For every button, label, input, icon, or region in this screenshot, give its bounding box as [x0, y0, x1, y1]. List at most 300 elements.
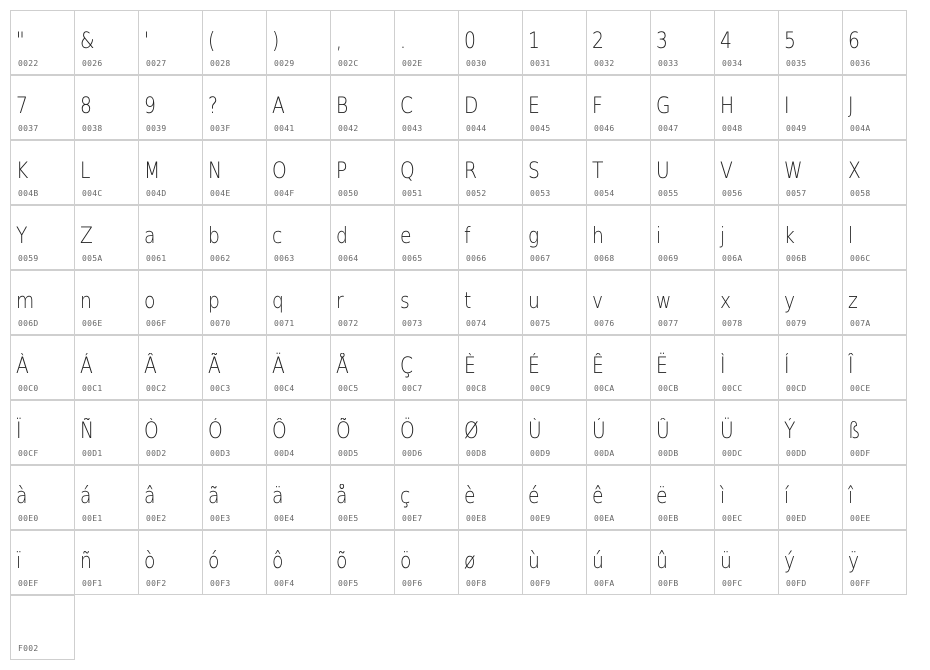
glyph-codepoint: 0052 [466, 189, 487, 198]
glyph-codepoint: 0044 [466, 124, 487, 133]
glyph-cell[interactable] [714, 465, 779, 530]
glyph-cell[interactable] [202, 530, 267, 595]
glyph-preview: 8 [80, 94, 92, 119]
glyph-cell[interactable] [330, 335, 395, 400]
glyph-cell[interactable] [266, 140, 331, 205]
glyph-codepoint: 00F4 [274, 579, 295, 588]
glyph-codepoint: 0074 [466, 319, 487, 328]
glyph-preview: ) [272, 29, 280, 54]
glyph-preview: N [208, 159, 222, 184]
glyph-codepoint: 00D8 [466, 449, 487, 458]
glyph-preview: ? [208, 94, 218, 119]
glyph-preview: Û [656, 419, 670, 444]
glyph-preview: s [400, 289, 410, 314]
glyph-cell[interactable] [842, 465, 907, 530]
glyph-cell[interactable] [714, 205, 779, 270]
glyph-preview: Ó [208, 419, 223, 444]
glyph-cell[interactable] [522, 205, 587, 270]
glyph-preview: S [528, 159, 540, 184]
glyph-cell[interactable] [458, 465, 523, 530]
glyph-cell[interactable] [74, 335, 139, 400]
glyph-cell[interactable] [394, 465, 459, 530]
glyph-codepoint: 00E7 [402, 514, 423, 523]
glyph-preview: â [144, 484, 156, 509]
glyph-cell[interactable] [842, 400, 907, 465]
glyph-codepoint: 00DF [850, 449, 871, 458]
glyph-codepoint: 0056 [722, 189, 743, 198]
glyph-cell[interactable] [522, 270, 587, 335]
glyph-cell[interactable] [458, 270, 523, 335]
glyph-cell[interactable] [714, 140, 779, 205]
glyph-cell[interactable] [650, 400, 715, 465]
glyph-cell[interactable] [202, 140, 267, 205]
glyph-cell[interactable] [714, 75, 779, 140]
glyph-cell[interactable] [394, 400, 459, 465]
glyph-cell[interactable] [842, 270, 907, 335]
glyph-cell[interactable] [458, 400, 523, 465]
glyph-codepoint: 00D2 [146, 449, 167, 458]
glyph-codepoint: 0032 [594, 59, 615, 68]
glyph-cell[interactable] [714, 530, 779, 595]
glyph-cell[interactable] [138, 335, 203, 400]
glyph-preview: î [848, 484, 854, 509]
glyph-cell[interactable] [586, 140, 651, 205]
glyph-cell[interactable] [522, 530, 587, 595]
glyph-codepoint: 0029 [274, 59, 295, 68]
glyph-preview: G [656, 94, 671, 119]
glyph-preview: O [272, 159, 287, 184]
glyph-preview: , [336, 29, 342, 54]
glyph-row [10, 205, 920, 270]
glyph-preview: ê [592, 484, 604, 509]
glyph-cell[interactable] [202, 465, 267, 530]
glyph-codepoint: 00EC [722, 514, 743, 523]
glyph-cell[interactable] [778, 530, 843, 595]
glyph-cell[interactable] [650, 140, 715, 205]
glyph-cell[interactable] [778, 75, 843, 140]
glyph-codepoint: 0069 [658, 254, 679, 263]
glyph-preview: h [592, 224, 604, 249]
glyph-preview: V [720, 159, 733, 184]
glyph-preview: Á [80, 354, 93, 379]
glyph-cell[interactable] [10, 75, 75, 140]
glyph-cell[interactable] [394, 530, 459, 595]
glyph-row [10, 75, 920, 140]
glyph-codepoint: 002E [402, 59, 423, 68]
glyph-codepoint: 0075 [530, 319, 551, 328]
glyph-codepoint: 0030 [466, 59, 487, 68]
glyph-preview: c [272, 224, 283, 249]
glyph-preview: n [80, 289, 92, 314]
glyph-cell[interactable] [650, 465, 715, 530]
glyph-cell[interactable] [650, 270, 715, 335]
glyph-row [10, 465, 920, 530]
glyph-cell[interactable] [650, 335, 715, 400]
glyph-codepoint: 00DC [722, 449, 743, 458]
glyph-cell[interactable] [74, 205, 139, 270]
glyph-codepoint: 0046 [594, 124, 615, 133]
glyph-preview: Î [848, 354, 854, 379]
glyph-codepoint: 00D3 [210, 449, 231, 458]
glyph-cell[interactable] [586, 10, 651, 75]
glyph-cell[interactable] [202, 400, 267, 465]
glyph-cell[interactable] [74, 10, 139, 75]
glyph-cell[interactable] [74, 530, 139, 595]
glyph-codepoint: 0077 [658, 319, 679, 328]
glyph-preview: Ò [144, 419, 159, 444]
glyph-preview: ò [144, 549, 156, 574]
glyph-preview: ß [848, 419, 861, 444]
glyph-codepoint: 0031 [530, 59, 551, 68]
glyph-codepoint: 00F6 [402, 579, 423, 588]
glyph-preview: 4 [720, 29, 732, 54]
glyph-preview: Y [16, 224, 28, 249]
glyph-cell[interactable] [586, 465, 651, 530]
glyph-preview: 5 [784, 29, 796, 54]
glyph-preview: å [336, 484, 348, 509]
glyph-cell[interactable] [10, 465, 75, 530]
glyph-codepoint: 0059 [18, 254, 39, 263]
glyph-cell[interactable] [586, 530, 651, 595]
glyph-codepoint: 0058 [850, 189, 871, 198]
glyph-cell[interactable] [522, 140, 587, 205]
glyph-preview: Õ [336, 419, 351, 444]
glyph-cell[interactable] [138, 530, 203, 595]
glyph-codepoint: 004B [18, 189, 39, 198]
glyph-cell[interactable] [266, 205, 331, 270]
glyph-cell[interactable] [394, 75, 459, 140]
glyph-preview: í [784, 484, 790, 509]
glyph-preview: Ý [784, 419, 796, 444]
glyph-grid [10, 10, 920, 660]
glyph-row [10, 400, 920, 465]
glyph-preview: z [848, 289, 858, 314]
glyph-cell[interactable] [650, 205, 715, 270]
glyph-codepoint: 00C5 [338, 384, 359, 393]
glyph-codepoint: 00E0 [18, 514, 39, 523]
glyph-cell[interactable] [74, 400, 139, 465]
glyph-codepoint: 00F9 [530, 579, 551, 588]
glyph-cell[interactable] [650, 530, 715, 595]
glyph-preview: W [784, 159, 803, 184]
glyph-cell[interactable] [842, 10, 907, 75]
glyph-cell[interactable] [842, 335, 907, 400]
glyph-cell[interactable] [586, 270, 651, 335]
glyph-codepoint: 00CE [850, 384, 871, 393]
glyph-codepoint: 0064 [338, 254, 359, 263]
glyph-codepoint: 0036 [850, 59, 871, 68]
glyph-cell[interactable] [266, 10, 331, 75]
glyph-preview: Ù [528, 419, 542, 444]
glyph-codepoint: 0039 [146, 124, 167, 133]
glyph-cell[interactable] [266, 335, 331, 400]
glyph-codepoint: 00C8 [466, 384, 487, 393]
glyph-codepoint: 00E5 [338, 514, 359, 523]
glyph-codepoint: 0037 [18, 124, 39, 133]
glyph-codepoint: 0035 [786, 59, 807, 68]
glyph-codepoint: 00CD [786, 384, 807, 393]
glyph-cell[interactable] [330, 10, 395, 75]
glyph-cell[interactable] [778, 10, 843, 75]
glyph-preview: K [16, 159, 29, 184]
glyph-codepoint: 0041 [274, 124, 295, 133]
glyph-cell[interactable] [394, 205, 459, 270]
glyph-codepoint: 00FA [594, 579, 615, 588]
glyph-cell[interactable] [586, 400, 651, 465]
glyph-cell[interactable] [330, 75, 395, 140]
glyph-preview: e [400, 224, 412, 249]
glyph-codepoint: 006D [18, 319, 39, 328]
glyph-preview: t [464, 289, 472, 314]
glyph-cell[interactable] [10, 530, 75, 595]
glyph-codepoint: 00C4 [274, 384, 295, 393]
glyph-cell[interactable] [522, 75, 587, 140]
glyph-codepoint: 00CF [18, 449, 39, 458]
glyph-codepoint: 0063 [274, 254, 295, 263]
glyph-cell[interactable] [10, 400, 75, 465]
glyph-cell[interactable] [714, 400, 779, 465]
glyph-cell[interactable] [330, 270, 395, 335]
glyph-preview: Ø [464, 419, 479, 444]
glyph-cell[interactable] [266, 465, 331, 530]
glyph-cell[interactable] [10, 595, 75, 660]
glyph-cell[interactable] [202, 205, 267, 270]
glyph-cell[interactable] [778, 335, 843, 400]
glyph-preview: ü [720, 549, 732, 574]
glyph-preview: ý [784, 549, 796, 574]
glyph-preview: X [848, 159, 861, 184]
glyph-cell[interactable] [458, 75, 523, 140]
glyph-preview: v [592, 289, 604, 314]
glyph-preview: l [848, 224, 854, 249]
glyph-preview: x [720, 289, 732, 314]
glyph-codepoint: F002 [18, 644, 39, 653]
glyph-cell[interactable] [10, 270, 75, 335]
glyph-codepoint: 0054 [594, 189, 615, 198]
glyph-codepoint: 0051 [402, 189, 423, 198]
glyph-preview: 1 [528, 29, 540, 54]
glyph-cell[interactable] [842, 75, 907, 140]
glyph-codepoint: 00FD [786, 579, 807, 588]
glyph-cell[interactable] [522, 10, 587, 75]
glyph-codepoint: 0022 [18, 59, 39, 68]
glyph-cell[interactable] [74, 75, 139, 140]
glyph-cell[interactable] [458, 335, 523, 400]
glyph-cell[interactable] [138, 400, 203, 465]
glyph-codepoint: 0068 [594, 254, 615, 263]
glyph-preview: r [336, 289, 344, 314]
glyph-cell[interactable] [778, 270, 843, 335]
glyph-cell[interactable] [330, 530, 395, 595]
glyph-preview: E [528, 94, 540, 119]
glyph-cell[interactable] [778, 140, 843, 205]
glyph-codepoint: 00D5 [338, 449, 359, 458]
glyph-cell[interactable] [778, 205, 843, 270]
glyph-preview: o [144, 289, 156, 314]
glyph-preview: ë [656, 484, 668, 509]
glyph-codepoint: 004F [274, 189, 295, 198]
glyph-codepoint: 00E9 [530, 514, 551, 523]
glyph-codepoint: 0076 [594, 319, 615, 328]
glyph-cell[interactable] [586, 75, 651, 140]
glyph-cell[interactable] [74, 140, 139, 205]
glyph-codepoint: 00C7 [402, 384, 423, 393]
glyph-codepoint: 00E2 [146, 514, 167, 523]
glyph-cell[interactable] [10, 335, 75, 400]
glyph-cell[interactable] [778, 400, 843, 465]
glyph-preview: F [592, 94, 603, 119]
glyph-codepoint: 0038 [82, 124, 103, 133]
glyph-cell[interactable] [714, 270, 779, 335]
glyph-cell[interactable] [586, 205, 651, 270]
glyph-codepoint: 00FF [850, 579, 871, 588]
glyph-cell[interactable] [842, 530, 907, 595]
glyph-preview: q [272, 289, 284, 314]
glyph-preview: Ü [720, 419, 734, 444]
glyph-cell[interactable] [522, 400, 587, 465]
glyph-preview: w [656, 289, 672, 314]
glyph-codepoint: 0071 [274, 319, 295, 328]
glyph-cell[interactable] [266, 530, 331, 595]
glyph-codepoint: 00F2 [146, 579, 167, 588]
glyph-codepoint: 00C9 [530, 384, 551, 393]
glyph-cell[interactable] [202, 10, 267, 75]
glyph-preview: Í [784, 354, 790, 379]
glyph-preview: È [464, 354, 476, 379]
glyph-codepoint: 0026 [82, 59, 103, 68]
glyph-cell[interactable] [458, 530, 523, 595]
glyph-codepoint: 00C1 [82, 384, 103, 393]
glyph-cell[interactable] [522, 335, 587, 400]
glyph-cell[interactable] [522, 465, 587, 530]
glyph-preview: D [464, 94, 479, 119]
glyph-cell[interactable] [138, 205, 203, 270]
glyph-cell[interactable] [138, 270, 203, 335]
glyph-codepoint: 0027 [146, 59, 167, 68]
glyph-cell[interactable] [138, 75, 203, 140]
glyph-preview: ' [144, 29, 150, 54]
glyph-codepoint: 002C [338, 59, 359, 68]
glyph-codepoint: 004D [146, 189, 167, 198]
glyph-codepoint: 0028 [210, 59, 231, 68]
glyph-codepoint: 0079 [786, 319, 807, 328]
glyph-codepoint: 00FB [658, 579, 679, 588]
glyph-cell[interactable] [10, 140, 75, 205]
glyph-cell[interactable] [10, 205, 75, 270]
glyph-codepoint: 0057 [786, 189, 807, 198]
glyph-preview: Ã [208, 354, 221, 379]
glyph-cell[interactable] [714, 335, 779, 400]
glyph-preview: 0 [464, 29, 476, 54]
glyph-cell[interactable] [202, 335, 267, 400]
glyph-cell[interactable] [330, 465, 395, 530]
glyph-preview: i [656, 224, 662, 249]
glyph-cell[interactable] [10, 10, 75, 75]
glyph-cell[interactable] [202, 75, 267, 140]
glyph-cell[interactable] [138, 465, 203, 530]
glyph-preview: Q [400, 159, 415, 184]
glyph-cell[interactable] [650, 75, 715, 140]
glyph-preview: Ì [720, 354, 726, 379]
glyph-preview: á [80, 484, 92, 509]
glyph-cell[interactable] [394, 335, 459, 400]
glyph-cell[interactable] [266, 400, 331, 465]
glyph-cell[interactable] [74, 465, 139, 530]
glyph-cell[interactable] [266, 270, 331, 335]
glyph-preview: Ë [656, 354, 668, 379]
glyph-cell[interactable] [138, 140, 203, 205]
glyph-cell[interactable] [394, 270, 459, 335]
glyph-codepoint: 00EF [18, 579, 39, 588]
glyph-codepoint: 00D6 [402, 449, 423, 458]
glyph-preview: 7 [16, 94, 28, 119]
glyph-preview: õ [336, 549, 348, 574]
glyph-cell[interactable] [778, 465, 843, 530]
glyph-cell[interactable] [394, 140, 459, 205]
glyph-codepoint: 00D9 [530, 449, 551, 458]
glyph-preview: ø [464, 549, 476, 574]
glyph-preview: Ô [272, 419, 287, 444]
glyph-row [10, 10, 920, 75]
glyph-preview: 6 [848, 29, 860, 54]
glyph-codepoint: 0043 [402, 124, 423, 133]
glyph-cell[interactable] [458, 140, 523, 205]
glyph-preview: ì [720, 484, 726, 509]
glyph-cell[interactable] [714, 10, 779, 75]
glyph-codepoint: 0065 [402, 254, 423, 263]
glyph-preview: g [528, 224, 540, 249]
glyph-codepoint: 0061 [146, 254, 167, 263]
glyph-preview: Ä [272, 354, 285, 379]
glyph-codepoint: 00F3 [210, 579, 231, 588]
glyph-preview: û [656, 549, 668, 574]
glyph-cell[interactable] [330, 400, 395, 465]
glyph-cell[interactable] [842, 140, 907, 205]
glyph-cell[interactable] [330, 140, 395, 205]
glyph-codepoint: 00E8 [466, 514, 487, 523]
glyph-cell[interactable] [330, 205, 395, 270]
glyph-codepoint: 00F8 [466, 579, 487, 588]
glyph-cell[interactable] [586, 335, 651, 400]
glyph-cell[interactable] [458, 10, 523, 75]
glyph-preview: d [336, 224, 348, 249]
glyph-preview: U [656, 159, 670, 184]
glyph-codepoint: 0033 [658, 59, 679, 68]
glyph-preview: B [336, 94, 349, 119]
glyph-preview: J [848, 94, 854, 119]
glyph-preview: ç [400, 484, 411, 509]
glyph-codepoint: 0047 [658, 124, 679, 133]
glyph-preview: 9 [144, 94, 156, 119]
glyph-codepoint: 00ED [786, 514, 807, 523]
glyph-preview: C [400, 94, 414, 119]
glyph-preview: A [272, 94, 285, 119]
glyph-preview: a [144, 224, 156, 249]
glyph-codepoint: 00DB [658, 449, 679, 458]
glyph-cell[interactable] [138, 10, 203, 75]
glyph-preview: ñ [80, 549, 92, 574]
glyph-preview: H [720, 94, 735, 119]
glyph-cell[interactable] [202, 270, 267, 335]
glyph-cell[interactable] [842, 205, 907, 270]
glyph-cell[interactable] [266, 75, 331, 140]
glyph-cell[interactable] [458, 205, 523, 270]
glyph-preview: ó [208, 549, 220, 574]
glyph-cell[interactable] [394, 10, 459, 75]
glyph-cell[interactable] [650, 10, 715, 75]
glyph-codepoint: 00F1 [82, 579, 103, 588]
glyph-cell[interactable] [74, 270, 139, 335]
